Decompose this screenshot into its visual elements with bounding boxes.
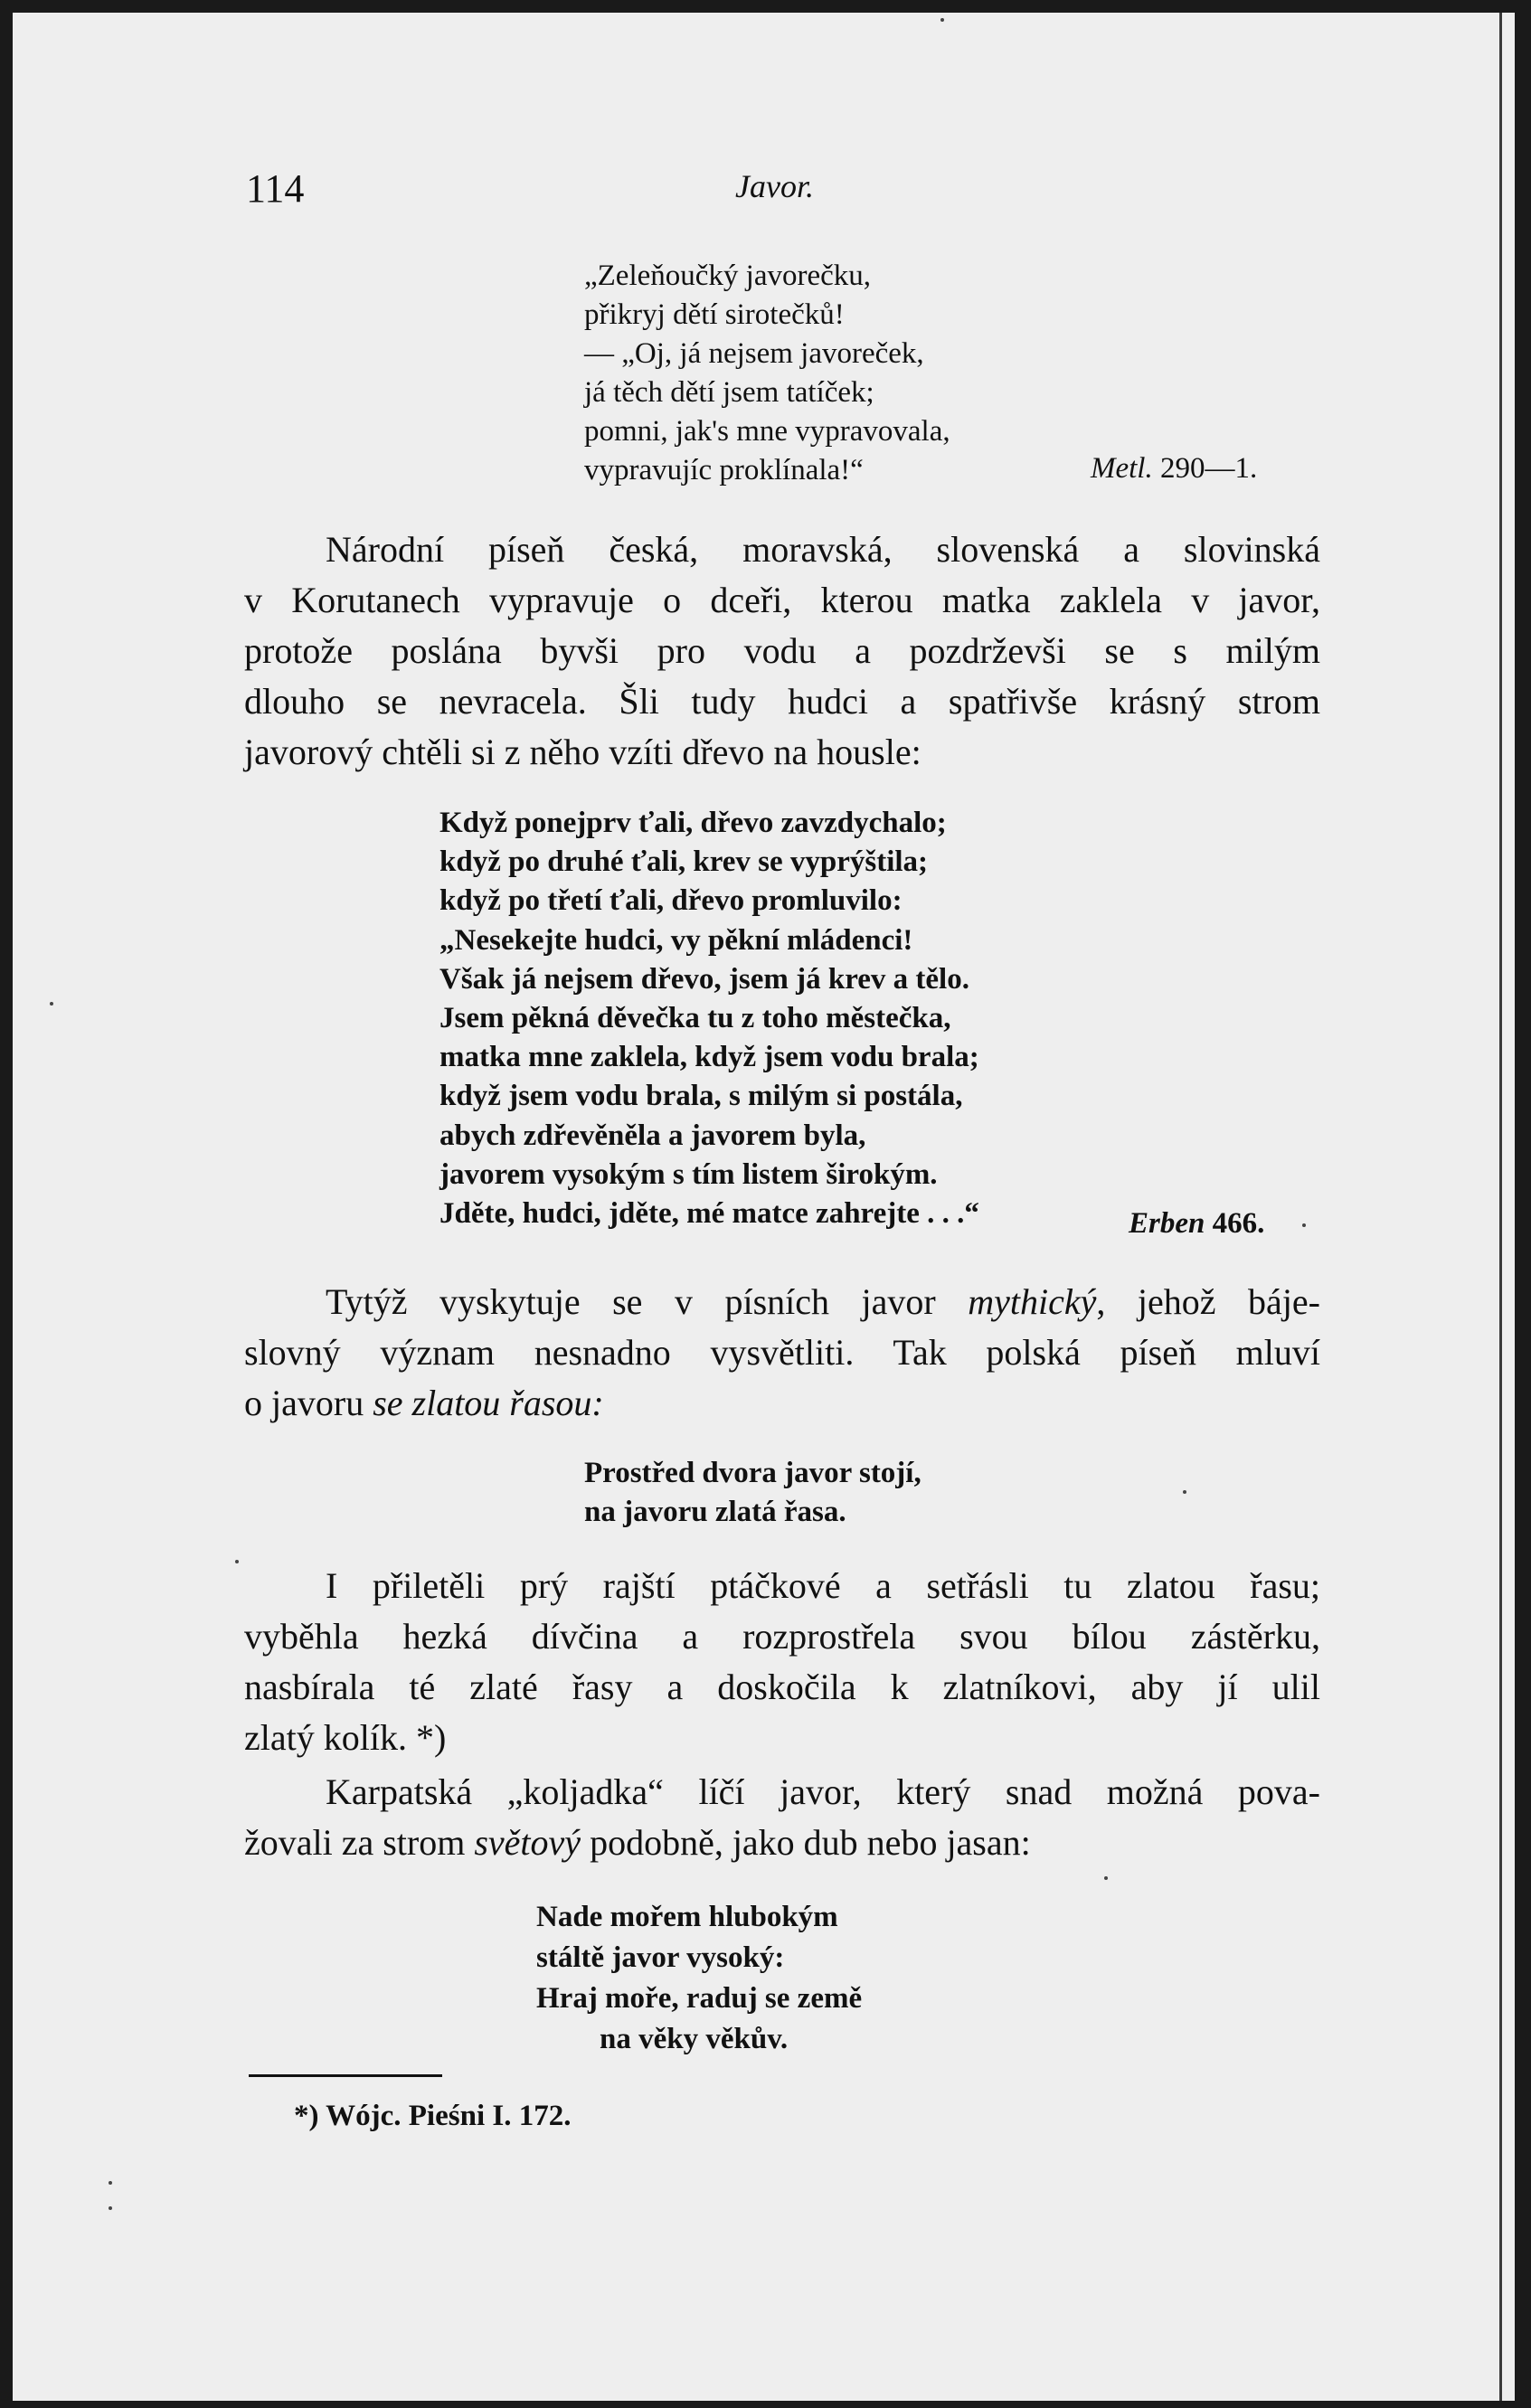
verse-line: stáltě javor vysoký: — [536, 1941, 785, 1974]
paragraph-line: vyběhla hezká dívčina a rozprostřela svou bílou zástěrku, — [244, 1616, 1320, 1657]
paragraph-line: I přiletěli prý rajští ptáčkové a setřásli tu zlatou řasu; — [326, 1565, 1320, 1606]
paragraph-line: javorový chtěli si z něho vzíti dřevo na housle: — [244, 732, 921, 772]
scan-speck — [235, 1560, 239, 1563]
verse-line: „Nesekejte hudci, vy pěkní mládenci! — [439, 923, 913, 957]
scan-speck — [1302, 1223, 1306, 1227]
verse-line: javorem vysokým s tím listem širokým. — [439, 1157, 938, 1191]
verse-line: Nade mořem hlubokým — [536, 1901, 838, 1933]
paragraph-line: protože poslána byvši pro vodu a pozdrževši se s milým — [244, 630, 1320, 671]
verse-line: Když ponejprv ťali, dřevo zavzdychalo; — [439, 807, 947, 839]
page-edge-line — [1499, 13, 1502, 2401]
verse-line: abych zdřevěněla a javorem byla, — [439, 1119, 866, 1152]
paragraph-2 — [244, 1277, 1320, 1429]
paragraph-3 — [244, 1561, 1320, 1763]
verse-line: vypravujíc proklínala!“ — [584, 454, 864, 486]
paragraph-line: nasbírala té zlaté řasy a doskočila k zlatníkovi, aby jí ulil — [244, 1667, 1320, 1707]
page-number: 114 — [246, 166, 305, 211]
verse-line: přikryj dětí sirotečků! — [584, 298, 845, 331]
running-title: Javor. — [735, 168, 814, 204]
verse-line: Prostřed dvora javor stojí, — [584, 1457, 921, 1489]
footnote-rule — [249, 2074, 442, 2077]
scan-speck — [50, 1002, 53, 1006]
verse-block-1 — [584, 257, 950, 490]
verse-line: na javoru zlatá řasa. — [584, 1496, 846, 1528]
paragraph-4 — [244, 1767, 1320, 1868]
paragraph-line: v Korutanech vypravuje o dceři, kterou matka zaklela v javor, — [244, 580, 1320, 620]
verse-line: pomni, jak's mne vypravovala, — [584, 415, 950, 448]
paragraph-line: zlatý kolík. *) — [244, 1717, 447, 1758]
verse-source-erben: Erben 466. — [1129, 1207, 1265, 1240]
paragraph-1 — [244, 524, 1320, 778]
verse-line: když po druhé ťali, krev se vyprýštila; — [439, 845, 929, 879]
scan-speck — [1183, 1490, 1186, 1494]
paragraph-line: o javoru se zlatou řasou: — [244, 1383, 604, 1423]
verse-line: Jděte, hudci, jděte, mé matce zahrejte . . .“ — [439, 1196, 979, 1230]
paragraph-line: Tytýž vyskytuje se v písních javor mythický, jehož báje- — [326, 1281, 1320, 1322]
verse-line: Však já nejsem dřevo, jsem já krev a tělo. — [439, 962, 969, 996]
scan-border-left — [0, 0, 13, 2408]
paragraph-line: dlouho se nevracela. Šli tudy hudci a spatřivše krásný strom — [244, 681, 1320, 722]
verse-line: „Zeleňoučký javorečku, — [584, 260, 872, 292]
verse-line: Jsem pěkná děvečka tu z toho městečka, — [439, 1001, 951, 1034]
verse-line: — „Oj, já nejsem javoreček, — [584, 337, 924, 370]
verse-line: na věky věkův. — [600, 2023, 789, 2055]
verse-line: když jsem vodu brala, s milým si postála, — [439, 1080, 963, 1113]
scan-border-bottom — [0, 2401, 1531, 2408]
verse-line: Hraj moře, raduj se země — [536, 1982, 863, 2015]
verse-block-3 — [584, 1454, 921, 1532]
scan-speck — [109, 2181, 112, 2185]
verse-line: když po třetí ťali, dřevo promluvilo: — [439, 884, 903, 918]
scan-speck — [940, 18, 944, 22]
verse-source-metl: Metl. 290—1. — [1091, 452, 1258, 485]
scan-border-right — [1515, 0, 1531, 2408]
verse-line: matka mne zaklela, když jsem vodu brala; — [439, 1041, 979, 1074]
scan-speck — [1104, 1876, 1108, 1880]
scan-border-top — [0, 0, 1531, 13]
scan-speck — [109, 2206, 112, 2210]
paragraph-line: žovali za strom světový podobně, jako dub nebo jasan: — [244, 1822, 1031, 1863]
footnote: *) Wójc. Pieśni I. 172. — [294, 2100, 572, 2132]
paragraph-line: Karpatská „koljadka“ líčí javor, který snad možná pova- — [326, 1771, 1320, 1812]
paragraph-line: Národní píseň česká, moravská, slovenská a slovinská — [326, 529, 1320, 570]
verse-line: já těch dětí jsem tatíček; — [584, 376, 874, 409]
verse-block-4 — [536, 1897, 862, 2060]
paragraph-line: slovný význam nesnadno vysvětliti. Tak polská píseň mluví — [244, 1332, 1320, 1373]
verse-block-2 — [439, 804, 979, 1233]
